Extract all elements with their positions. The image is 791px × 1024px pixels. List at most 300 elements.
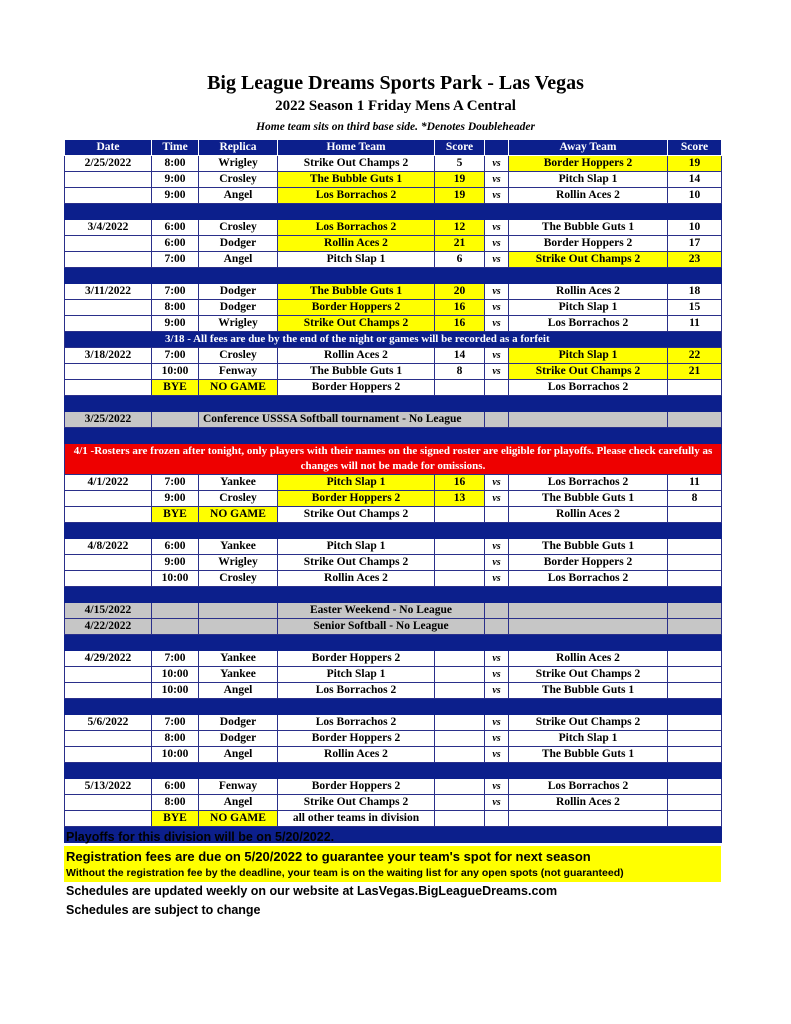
- away-score-cell: [668, 539, 722, 555]
- vs-cell: vs: [485, 252, 509, 268]
- away-score-cell: [668, 555, 722, 571]
- away-score-cell: [668, 683, 722, 699]
- away-team-cell: Pitch Slap 1: [509, 348, 668, 364]
- home-score-cell: [435, 380, 485, 396]
- empty-cell: [668, 412, 722, 428]
- separator-cell: [65, 268, 722, 284]
- field-cell: Crosley: [199, 348, 278, 364]
- schedule-table: [64, 139, 722, 843]
- home-score-cell: 13: [435, 491, 485, 507]
- home-team-cell: The Bubble Guts 1: [278, 364, 435, 380]
- home-score-cell: 19: [435, 188, 485, 204]
- time-cell: 9:00: [152, 172, 199, 188]
- roster-notice: 4/1 -Rosters are frozen after tonight, only players with their names on the signed roster are eligible for playoffs. Please check carefully as changes will not be made for omissions.: [65, 444, 722, 475]
- away-score-cell: 23: [668, 252, 722, 268]
- empty-cell: [199, 619, 278, 635]
- game-row: [65, 683, 722, 699]
- game-row: [65, 651, 722, 667]
- field-cell: Crosley: [199, 220, 278, 236]
- column-header: Score: [435, 140, 485, 156]
- home-team-cell: Border Hoppers 2: [278, 300, 435, 316]
- away-score-cell: [668, 507, 722, 523]
- away-team-cell: Strike Out Champs 2: [509, 667, 668, 683]
- game-row: [65, 779, 722, 795]
- time-cell: 10:00: [152, 364, 199, 380]
- time-cell: 8:00: [152, 795, 199, 811]
- no-league-note: Easter Weekend - No League: [278, 603, 485, 619]
- time-cell: 9:00: [152, 316, 199, 332]
- field-cell: Crosley: [199, 571, 278, 587]
- column-header: Replica: [199, 140, 278, 156]
- away-team-cell: Rollin Aces 2: [509, 795, 668, 811]
- header-row: [65, 140, 722, 156]
- away-score-cell: 17: [668, 236, 722, 252]
- vs-cell: vs: [485, 571, 509, 587]
- vs-cell: [485, 380, 509, 396]
- fee-notice: 3/18 - All fees are due by the end of the night or games will be recorded as a forfeit: [65, 332, 722, 348]
- home-score-cell: [435, 795, 485, 811]
- away-team-cell: Pitch Slap 1: [509, 731, 668, 747]
- vs-cell: vs: [485, 539, 509, 555]
- date-cell: 3/4/2022: [65, 220, 152, 236]
- home-team-cell: Pitch Slap 1: [278, 475, 435, 491]
- home-team-cell: Los Borrachos 2: [278, 220, 435, 236]
- away-team-cell: Rollin Aces 2: [509, 507, 668, 523]
- vs-cell: [485, 507, 509, 523]
- game-row: [65, 491, 722, 507]
- home-score-cell: [435, 731, 485, 747]
- field-cell: NO GAME: [199, 380, 278, 396]
- time-cell: 7:00: [152, 715, 199, 731]
- time-cell: 6:00: [152, 236, 199, 252]
- time-cell: BYE: [152, 811, 199, 827]
- home-team-cell: Rollin Aces 2: [278, 747, 435, 763]
- home-score-cell: [435, 555, 485, 571]
- away-score-cell: 8: [668, 491, 722, 507]
- field-cell: Yankee: [199, 475, 278, 491]
- home-team-cell: Rollin Aces 2: [278, 348, 435, 364]
- empty-cell: [152, 619, 199, 635]
- date-cell: 5/6/2022: [65, 715, 152, 731]
- time-cell: 8:00: [152, 300, 199, 316]
- away-team-cell: The Bubble Guts 1: [509, 683, 668, 699]
- home-team-cell: Border Hoppers 2: [278, 779, 435, 795]
- schedule-body: [65, 140, 722, 843]
- field-cell: Fenway: [199, 779, 278, 795]
- home-score-cell: 16: [435, 300, 485, 316]
- away-team-cell: Los Borrachos 2: [509, 571, 668, 587]
- game-row: [65, 316, 722, 332]
- vs-cell: vs: [485, 747, 509, 763]
- registration-note: Registration fees are due on 5/20/2022 to guarantee your team's spot for next season: [66, 849, 591, 864]
- away-team-cell: The Bubble Guts 1: [509, 747, 668, 763]
- time-cell: BYE: [152, 380, 199, 396]
- no-league-note: Conference USSSA Softball tournament - No League: [199, 412, 485, 428]
- home-team-cell: Strike Out Champs 2: [278, 555, 435, 571]
- game-row: [65, 507, 722, 523]
- date-cell: [65, 571, 152, 587]
- game-row: [65, 284, 722, 300]
- field-cell: Fenway: [199, 364, 278, 380]
- vs-cell: vs: [485, 779, 509, 795]
- game-row: [65, 539, 722, 555]
- vs-cell: vs: [485, 731, 509, 747]
- field-cell: NO GAME: [199, 507, 278, 523]
- empty-cell: [485, 619, 509, 635]
- home-team-cell: The Bubble Guts 1: [278, 172, 435, 188]
- away-score-cell: 11: [668, 475, 722, 491]
- date-cell: 3/25/2022: [65, 412, 152, 428]
- date-cell: [65, 747, 152, 763]
- vs-cell: vs: [485, 348, 509, 364]
- field-cell: Crosley: [199, 172, 278, 188]
- away-team-cell: Border Hoppers 2: [509, 555, 668, 571]
- game-row: [65, 300, 722, 316]
- empty-cell: [152, 412, 199, 428]
- vs-cell: vs: [485, 475, 509, 491]
- time-cell: 6:00: [152, 779, 199, 795]
- away-score-cell: 10: [668, 220, 722, 236]
- schedule-change-note: Schedules are subject to change: [66, 903, 261, 917]
- game-row: [65, 172, 722, 188]
- field-cell: Wrigley: [199, 555, 278, 571]
- date-cell: 2/25/2022: [65, 156, 152, 172]
- week-separator: [65, 635, 722, 651]
- field-cell: Angel: [199, 747, 278, 763]
- away-team-cell: Border Hoppers 2: [509, 236, 668, 252]
- week-separator: [65, 699, 722, 715]
- no-league-row: [65, 619, 722, 635]
- column-header: Away Team: [509, 140, 668, 156]
- home-score-cell: 21: [435, 236, 485, 252]
- vs-cell: vs: [485, 715, 509, 731]
- field-cell: Dodger: [199, 236, 278, 252]
- away-score-cell: 15: [668, 300, 722, 316]
- date-cell: [65, 507, 152, 523]
- column-header: Home Team: [278, 140, 435, 156]
- field-cell: Crosley: [199, 491, 278, 507]
- date-cell: [65, 811, 152, 827]
- vs-cell: vs: [485, 795, 509, 811]
- vs-cell: vs: [485, 555, 509, 571]
- date-cell: [65, 252, 152, 268]
- home-team-cell: Strike Out Champs 2: [278, 316, 435, 332]
- game-row: [65, 731, 722, 747]
- home-team-cell: Los Borrachos 2: [278, 715, 435, 731]
- away-team-cell: The Bubble Guts 1: [509, 539, 668, 555]
- away-score-cell: 11: [668, 316, 722, 332]
- separator-cell: [65, 635, 722, 651]
- date-cell: 4/8/2022: [65, 539, 152, 555]
- game-row: [65, 252, 722, 268]
- game-row: [65, 811, 722, 827]
- empty-cell: [509, 412, 668, 428]
- game-row: [65, 571, 722, 587]
- field-cell: Dodger: [199, 731, 278, 747]
- away-team-cell: The Bubble Guts 1: [509, 220, 668, 236]
- away-score-cell: 18: [668, 284, 722, 300]
- time-cell: 8:00: [152, 156, 199, 172]
- week-separator: [65, 396, 722, 412]
- empty-cell: [668, 603, 722, 619]
- game-row: [65, 795, 722, 811]
- home-score-cell: 14: [435, 348, 485, 364]
- home-team-cell: Strike Out Champs 2: [278, 507, 435, 523]
- away-score-cell: [668, 667, 722, 683]
- away-team-cell: Rollin Aces 2: [509, 651, 668, 667]
- away-score-cell: [668, 731, 722, 747]
- away-team-cell: Strike Out Champs 2: [509, 364, 668, 380]
- home-team-cell: Border Hoppers 2: [278, 731, 435, 747]
- home-score-cell: [435, 779, 485, 795]
- home-score-cell: [435, 683, 485, 699]
- away-team-cell: Pitch Slap 1: [509, 300, 668, 316]
- away-score-cell: 14: [668, 172, 722, 188]
- week-separator: [65, 587, 722, 603]
- game-row: [65, 220, 722, 236]
- time-cell: 9:00: [152, 555, 199, 571]
- website-note: Schedules are updated weekly on our website at LasVegas.BigLeagueDreams.com: [66, 884, 558, 898]
- field-cell: Angel: [199, 683, 278, 699]
- vs-cell: [485, 811, 509, 827]
- vs-cell: vs: [485, 156, 509, 172]
- away-score-cell: [668, 380, 722, 396]
- game-row: [65, 555, 722, 571]
- game-row: [65, 188, 722, 204]
- time-cell: 7:00: [152, 348, 199, 364]
- page-title: Big League Dreams Sports Park - Las Vegas: [207, 72, 584, 94]
- away-score-cell: [668, 571, 722, 587]
- separator-cell: [65, 396, 722, 412]
- vs-cell: vs: [485, 284, 509, 300]
- week-separator: [65, 268, 722, 284]
- time-cell: 6:00: [152, 539, 199, 555]
- home-team-cell: Border Hoppers 2: [278, 491, 435, 507]
- date-cell: [65, 364, 152, 380]
- home-team-cell: Pitch Slap 1: [278, 539, 435, 555]
- empty-cell: [509, 619, 668, 635]
- away-team-cell: Pitch Slap 1: [509, 172, 668, 188]
- away-score-cell: [668, 795, 722, 811]
- date-cell: [65, 491, 152, 507]
- game-row: [65, 747, 722, 763]
- away-team-cell: Border Hoppers 2: [509, 156, 668, 172]
- home-team-cell: Rollin Aces 2: [278, 571, 435, 587]
- time-cell: 8:00: [152, 731, 199, 747]
- column-header: [485, 140, 509, 156]
- home-score-cell: 20: [435, 284, 485, 300]
- away-score-cell: [668, 715, 722, 731]
- vs-cell: vs: [485, 491, 509, 507]
- date-cell: 3/11/2022: [65, 284, 152, 300]
- column-header: Time: [152, 140, 199, 156]
- away-score-cell: 21: [668, 364, 722, 380]
- away-team-cell: Rollin Aces 2: [509, 188, 668, 204]
- field-cell: Wrigley: [199, 156, 278, 172]
- home-score-cell: 16: [435, 316, 485, 332]
- vs-cell: vs: [485, 172, 509, 188]
- away-team-cell: Rollin Aces 2: [509, 284, 668, 300]
- date-cell: [65, 795, 152, 811]
- away-score-cell: [668, 747, 722, 763]
- date-cell: 4/22/2022: [65, 619, 152, 635]
- game-row: [65, 715, 722, 731]
- home-team-cell: Strike Out Champs 2: [278, 156, 435, 172]
- date-cell: 5/13/2022: [65, 779, 152, 795]
- roster-notice-row: [65, 444, 722, 475]
- away-score-cell: 10: [668, 188, 722, 204]
- field-cell: Dodger: [199, 284, 278, 300]
- separator-cell: [65, 699, 722, 715]
- field-cell: Wrigley: [199, 316, 278, 332]
- time-cell: 9:00: [152, 491, 199, 507]
- separator-cell: [65, 204, 722, 220]
- field-cell: Angel: [199, 188, 278, 204]
- time-cell: 7:00: [152, 252, 199, 268]
- game-row: [65, 667, 722, 683]
- home-score-cell: 5: [435, 156, 485, 172]
- home-team-cell: The Bubble Guts 1: [278, 284, 435, 300]
- empty-cell: [485, 412, 509, 428]
- home-score-cell: [435, 571, 485, 587]
- home-team-cell: all other teams in division: [278, 811, 435, 827]
- separator-cell: [65, 523, 722, 539]
- date-cell: 3/18/2022: [65, 348, 152, 364]
- game-row: [65, 156, 722, 172]
- field-cell: Angel: [199, 252, 278, 268]
- time-cell: 10:00: [152, 683, 199, 699]
- column-header: Score: [668, 140, 722, 156]
- week-separator: [65, 763, 722, 779]
- home-score-cell: [435, 539, 485, 555]
- week-separator: [65, 428, 722, 444]
- separator-cell: [65, 428, 722, 444]
- game-row: [65, 380, 722, 396]
- home-score-cell: [435, 651, 485, 667]
- vs-cell: vs: [485, 300, 509, 316]
- home-score-cell: [435, 747, 485, 763]
- home-score-cell: 19: [435, 172, 485, 188]
- home-team-cell: Pitch Slap 1: [278, 252, 435, 268]
- registration-waitlist-note: Without the registration fee by the deadline, your team is on the waiting list for any open spots (not guaranteed): [66, 867, 624, 879]
- time-cell: 7:00: [152, 284, 199, 300]
- home-score-cell: 6: [435, 252, 485, 268]
- column-header: Date: [65, 140, 152, 156]
- vs-cell: vs: [485, 188, 509, 204]
- away-score-cell: 19: [668, 156, 722, 172]
- empty-cell: [668, 619, 722, 635]
- vs-cell: vs: [485, 364, 509, 380]
- separator-cell: [65, 587, 722, 603]
- fee-notice-row: [65, 332, 722, 348]
- away-team-cell: Los Borrachos 2: [509, 475, 668, 491]
- vs-cell: vs: [485, 651, 509, 667]
- field-cell: Yankee: [199, 667, 278, 683]
- date-cell: [65, 236, 152, 252]
- empty-cell: [199, 603, 278, 619]
- vs-cell: vs: [485, 316, 509, 332]
- home-team-cell: Los Borrachos 2: [278, 188, 435, 204]
- home-team-cell: Border Hoppers 2: [278, 380, 435, 396]
- time-cell: 7:00: [152, 651, 199, 667]
- field-cell: Yankee: [199, 651, 278, 667]
- away-team-cell: Los Borrachos 2: [509, 779, 668, 795]
- home-score-cell: [435, 715, 485, 731]
- home-score-cell: 16: [435, 475, 485, 491]
- home-team-cell: Border Hoppers 2: [278, 651, 435, 667]
- date-cell: [65, 172, 152, 188]
- date-cell: [65, 667, 152, 683]
- date-cell: 4/1/2022: [65, 475, 152, 491]
- week-separator: [65, 523, 722, 539]
- away-score-cell: [668, 811, 722, 827]
- date-cell: [65, 555, 152, 571]
- away-team-cell: The Bubble Guts 1: [509, 491, 668, 507]
- vs-cell: vs: [485, 667, 509, 683]
- date-cell: [65, 316, 152, 332]
- empty-cell: [485, 603, 509, 619]
- home-team-note: Home team sits on third base side. *Denotes Doubleheader: [256, 121, 535, 133]
- home-team-cell: Strike Out Champs 2: [278, 795, 435, 811]
- date-cell: [65, 731, 152, 747]
- field-cell: Yankee: [199, 539, 278, 555]
- home-team-cell: Pitch Slap 1: [278, 667, 435, 683]
- date-cell: 4/29/2022: [65, 651, 152, 667]
- date-cell: 4/15/2022: [65, 603, 152, 619]
- home-score-cell: 8: [435, 364, 485, 380]
- home-score-cell: [435, 811, 485, 827]
- date-cell: [65, 300, 152, 316]
- time-cell: 10:00: [152, 667, 199, 683]
- date-cell: [65, 683, 152, 699]
- time-cell: 10:00: [152, 747, 199, 763]
- field-cell: Dodger: [199, 715, 278, 731]
- no-league-note: Senior Softball - No League: [278, 619, 485, 635]
- game-row: [65, 236, 722, 252]
- game-row: [65, 348, 722, 364]
- field-cell: Dodger: [199, 300, 278, 316]
- no-league-row: [65, 603, 722, 619]
- home-team-cell: Los Borrachos 2: [278, 683, 435, 699]
- time-cell: BYE: [152, 507, 199, 523]
- date-cell: [65, 188, 152, 204]
- game-row: [65, 475, 722, 491]
- time-cell: 10:00: [152, 571, 199, 587]
- no-league-row: [65, 412, 722, 428]
- away-team-cell: Strike Out Champs 2: [509, 252, 668, 268]
- away-score-cell: [668, 651, 722, 667]
- home-team-cell: Rollin Aces 2: [278, 236, 435, 252]
- away-team-cell: Los Borrachos 2: [509, 380, 668, 396]
- home-score-cell: 12: [435, 220, 485, 236]
- week-separator: [65, 204, 722, 220]
- time-cell: 9:00: [152, 188, 199, 204]
- away-score-cell: [668, 779, 722, 795]
- vs-cell: vs: [485, 683, 509, 699]
- empty-cell: [152, 603, 199, 619]
- away-team-cell: Strike Out Champs 2: [509, 715, 668, 731]
- away-score-cell: 22: [668, 348, 722, 364]
- empty-cell: [509, 603, 668, 619]
- away-team-cell: Los Borrachos 2: [509, 316, 668, 332]
- time-cell: 7:00: [152, 475, 199, 491]
- vs-cell: vs: [485, 236, 509, 252]
- time-cell: 6:00: [152, 220, 199, 236]
- game-row: [65, 364, 722, 380]
- vs-cell: vs: [485, 220, 509, 236]
- away-team-cell: [509, 811, 668, 827]
- playoffs-note: Playoffs for this division will be on 5/20/2022.: [66, 830, 335, 844]
